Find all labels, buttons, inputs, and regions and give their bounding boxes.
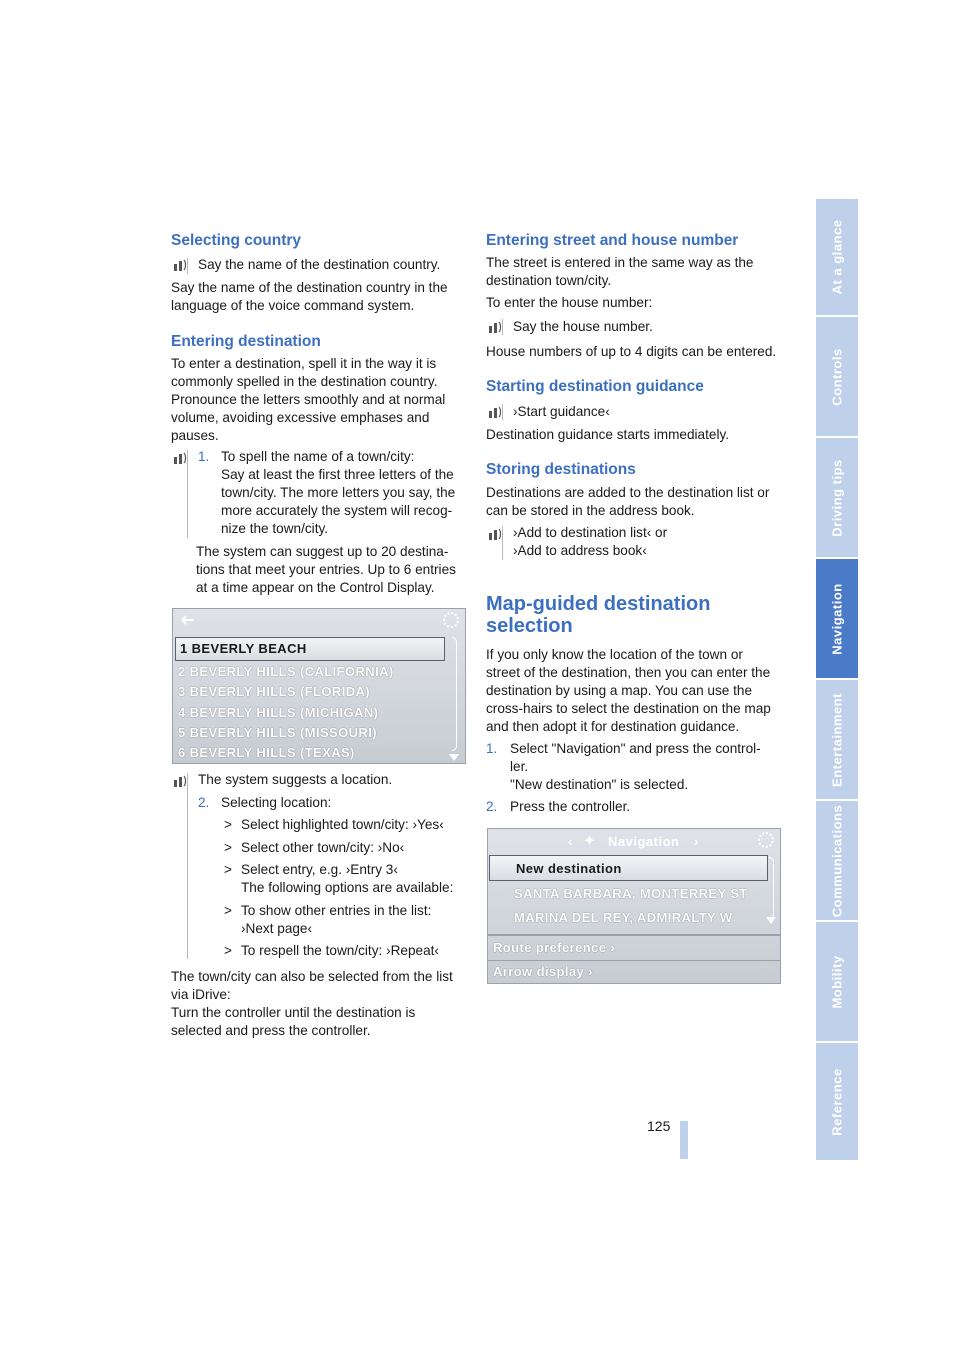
- map-step-1-line-2: ler.: [510, 759, 529, 774]
- voice-bar: [502, 319, 503, 335]
- tab-communications[interactable]: Communications: [816, 799, 858, 920]
- voice-command-icon: [487, 320, 503, 334]
- suggest-line-2: tions that meet your entries. Up to 6 entries: [196, 562, 456, 577]
- list-item[interactable]: 6 BEVERLY HILLS (TEXAS): [178, 745, 355, 760]
- voice-bar: [502, 526, 503, 560]
- dest-paragraph-5: pauses.: [171, 428, 219, 443]
- guidance-voice: ›Start guidance‹: [513, 404, 610, 419]
- house-digits: House numbers of up to 4 digits can be entered.: [486, 344, 777, 359]
- list-item[interactable]: MARINA DEL REY, ADMIRALTY W: [514, 910, 733, 925]
- storing-voice-2: ›Add to address book‹: [513, 543, 647, 558]
- bullet: >: [224, 903, 232, 918]
- tab-mobility[interactable]: Mobility: [816, 920, 858, 1041]
- divider: [488, 934, 780, 936]
- country-text-1: Say the name of the destination country in the: [171, 280, 448, 295]
- tab-reference[interactable]: Reference: [816, 1041, 858, 1160]
- scroll-down-arrow-icon[interactable]: [766, 917, 776, 924]
- list-item[interactable]: SANTA BARBARA, MONTERREY ST: [514, 886, 748, 901]
- tab-entertainment[interactable]: Entertainment: [816, 678, 858, 799]
- heading-map-guided-2: selection: [486, 615, 573, 637]
- bullet: >: [224, 943, 232, 958]
- step-2-number: 2.: [198, 795, 210, 810]
- page-number: 125: [647, 1118, 671, 1134]
- chevron-right-icon[interactable]: ›: [694, 834, 699, 849]
- step-1-line-3: town/city. The more letters you say, the: [221, 485, 456, 500]
- list-item[interactable]: 1 BEVERLY BEACH: [175, 637, 445, 661]
- map-line-2: street of the destination, then you can enter the: [486, 665, 771, 680]
- menu-item-route-preference[interactable]: Route preference ›: [493, 940, 616, 955]
- heading-starting-guidance: Starting destination guidance: [486, 378, 704, 395]
- step-1-line-1: To spell the name of a town/city:: [221, 449, 415, 464]
- country-voice-text: Say the name of the destination country.: [198, 257, 441, 272]
- option-next-2: ›Next page‹: [241, 921, 313, 936]
- step-1-line-2: Say at least the first three letters of the: [221, 467, 454, 482]
- tab-controls[interactable]: Controls: [816, 315, 858, 436]
- map-step-2-number: 2.: [486, 799, 498, 814]
- voice-command-icon: [487, 527, 503, 541]
- voice-command-icon: [487, 405, 503, 419]
- storing-line-1: Destinations are added to the destination list or: [486, 485, 770, 500]
- option-no: Select other town/city: ›No‹: [241, 840, 405, 855]
- map-line-5: and then adopt it for destination guidance.: [486, 719, 740, 734]
- heading-selecting-country: Selecting country: [171, 232, 302, 249]
- option-yes: Select highlighted town/city: ›Yes‹: [241, 817, 444, 832]
- bullet: >: [224, 862, 232, 877]
- dest-paragraph-2: commonly spelled in the destination country.: [171, 374, 438, 389]
- list-item[interactable]: 2 BEVERLY HILLS (CALIFORNIA): [178, 664, 394, 679]
- scrollbar[interactable]: [452, 637, 457, 751]
- menu-item-new-destination[interactable]: New destination: [489, 855, 768, 881]
- page-marker: [680, 1121, 688, 1159]
- step-2-text: Selecting location:: [221, 795, 332, 810]
- menu-item-arrow-display[interactable]: Arrow display ›: [493, 964, 593, 979]
- bullet: >: [224, 840, 232, 855]
- step-1-line-5: nize the town/city.: [221, 521, 329, 536]
- idrive-line-1: The town/city can also be selected from the list: [171, 969, 453, 984]
- list-item[interactable]: 4 BEVERLY HILLS (MICHIGAN): [178, 705, 379, 720]
- divider: [488, 960, 780, 961]
- chevron-left-icon[interactable]: ‹: [568, 834, 573, 849]
- voice-bar: [187, 773, 188, 959]
- bullet: >: [224, 817, 232, 832]
- scrollbar[interactable]: [769, 857, 774, 919]
- map-line-3: destination by using a map. You can use the: [486, 683, 753, 698]
- house-voice: Say the house number.: [513, 319, 653, 334]
- guidance-text: Destination guidance starts immediately.: [486, 427, 730, 442]
- suggest-line-3: at a time appear on the Control Display.: [196, 580, 435, 595]
- voice-command-icon: [172, 451, 188, 465]
- heading-street-house: Entering street and house number: [486, 232, 739, 249]
- list-item[interactable]: 5 BEVERLY HILLS (MISSOURI): [178, 725, 377, 740]
- storing-line-2: can be stored in the address book.: [486, 503, 695, 518]
- voice-command-icon: [172, 258, 188, 272]
- option-next: To show other entries in the list:: [241, 903, 432, 918]
- option-entry-2: The following options are available:: [241, 880, 454, 895]
- voice-bar: [502, 404, 503, 420]
- map-step-1-line-3: "New destination" is selected.: [510, 777, 689, 792]
- suggest-line-1: The system can suggest up to 20 destina-: [196, 544, 449, 559]
- map-step-1-line-1: Select "Navigation" and press the control-: [510, 741, 761, 756]
- heading-map-guided-1: Map-guided destination: [486, 593, 711, 615]
- street-line-2: destination town/city.: [486, 273, 612, 288]
- voice-command-icon: [172, 774, 188, 788]
- navigation-icon: ✦: [584, 833, 595, 848]
- idrive-line-2: via iDrive:: [171, 987, 231, 1002]
- voice-bar: [187, 258, 188, 274]
- tab-at-a-glance[interactable]: At a glance: [816, 197, 858, 315]
- dest-paragraph-1: To enter a destination, spell it in the way it is: [171, 356, 437, 371]
- idrive-line-3: Turn the controller until the destination is: [171, 1005, 416, 1020]
- heading-entering-destination: Entering destination: [171, 333, 321, 350]
- back-arrow-icon[interactable]: [179, 613, 197, 627]
- storing-voice-1: ›Add to destination list‹ or: [513, 525, 668, 540]
- option-repeat: To respell the town/city: ›Repeat‹: [241, 943, 439, 958]
- voice-bar: [187, 450, 188, 538]
- list-item[interactable]: 3 BEVERLY HILLS (FLORIDA): [178, 684, 371, 699]
- scroll-down-arrow-icon[interactable]: [449, 754, 459, 761]
- map-step-2-text: Press the controller.: [510, 799, 631, 814]
- suggests-location: The system suggests a location.: [198, 772, 393, 787]
- dest-paragraph-4: volume, avoiding excessive emphases and: [171, 410, 430, 425]
- control-display-navigation: [487, 828, 781, 984]
- tab-navigation[interactable]: Navigation: [816, 557, 858, 678]
- controller-icon: [758, 832, 774, 848]
- map-line-1: If you only know the location of the town or: [486, 647, 743, 662]
- nav-header: [488, 829, 780, 853]
- step-1-line-4: more accurately the system will recog-: [221, 503, 453, 518]
- dest-paragraph-3: Pronounce the letters smoothly and at normal: [171, 392, 446, 407]
- option-entry: Select entry, e.g. ›Entry 3‹: [241, 862, 398, 877]
- house-intro: To enter the house number:: [486, 295, 653, 310]
- step-1-number: 1.: [198, 449, 210, 464]
- idrive-line-4: selected and press the controller.: [171, 1023, 371, 1038]
- chapter-tabs: [816, 197, 858, 1160]
- heading-storing-destinations: Storing destinations: [486, 461, 636, 478]
- control-display-list: [172, 608, 466, 764]
- map-line-4: cross-hairs to select the destination on the map: [486, 701, 771, 716]
- tab-driving-tips[interactable]: Driving tips: [816, 436, 858, 557]
- country-text-2: language of the voice command system.: [171, 298, 415, 313]
- controller-icon: [443, 612, 459, 628]
- street-line-1: The street is entered in the same way as the: [486, 255, 754, 270]
- map-step-1-number: 1.: [486, 741, 498, 756]
- nav-title: Navigation: [608, 834, 680, 849]
